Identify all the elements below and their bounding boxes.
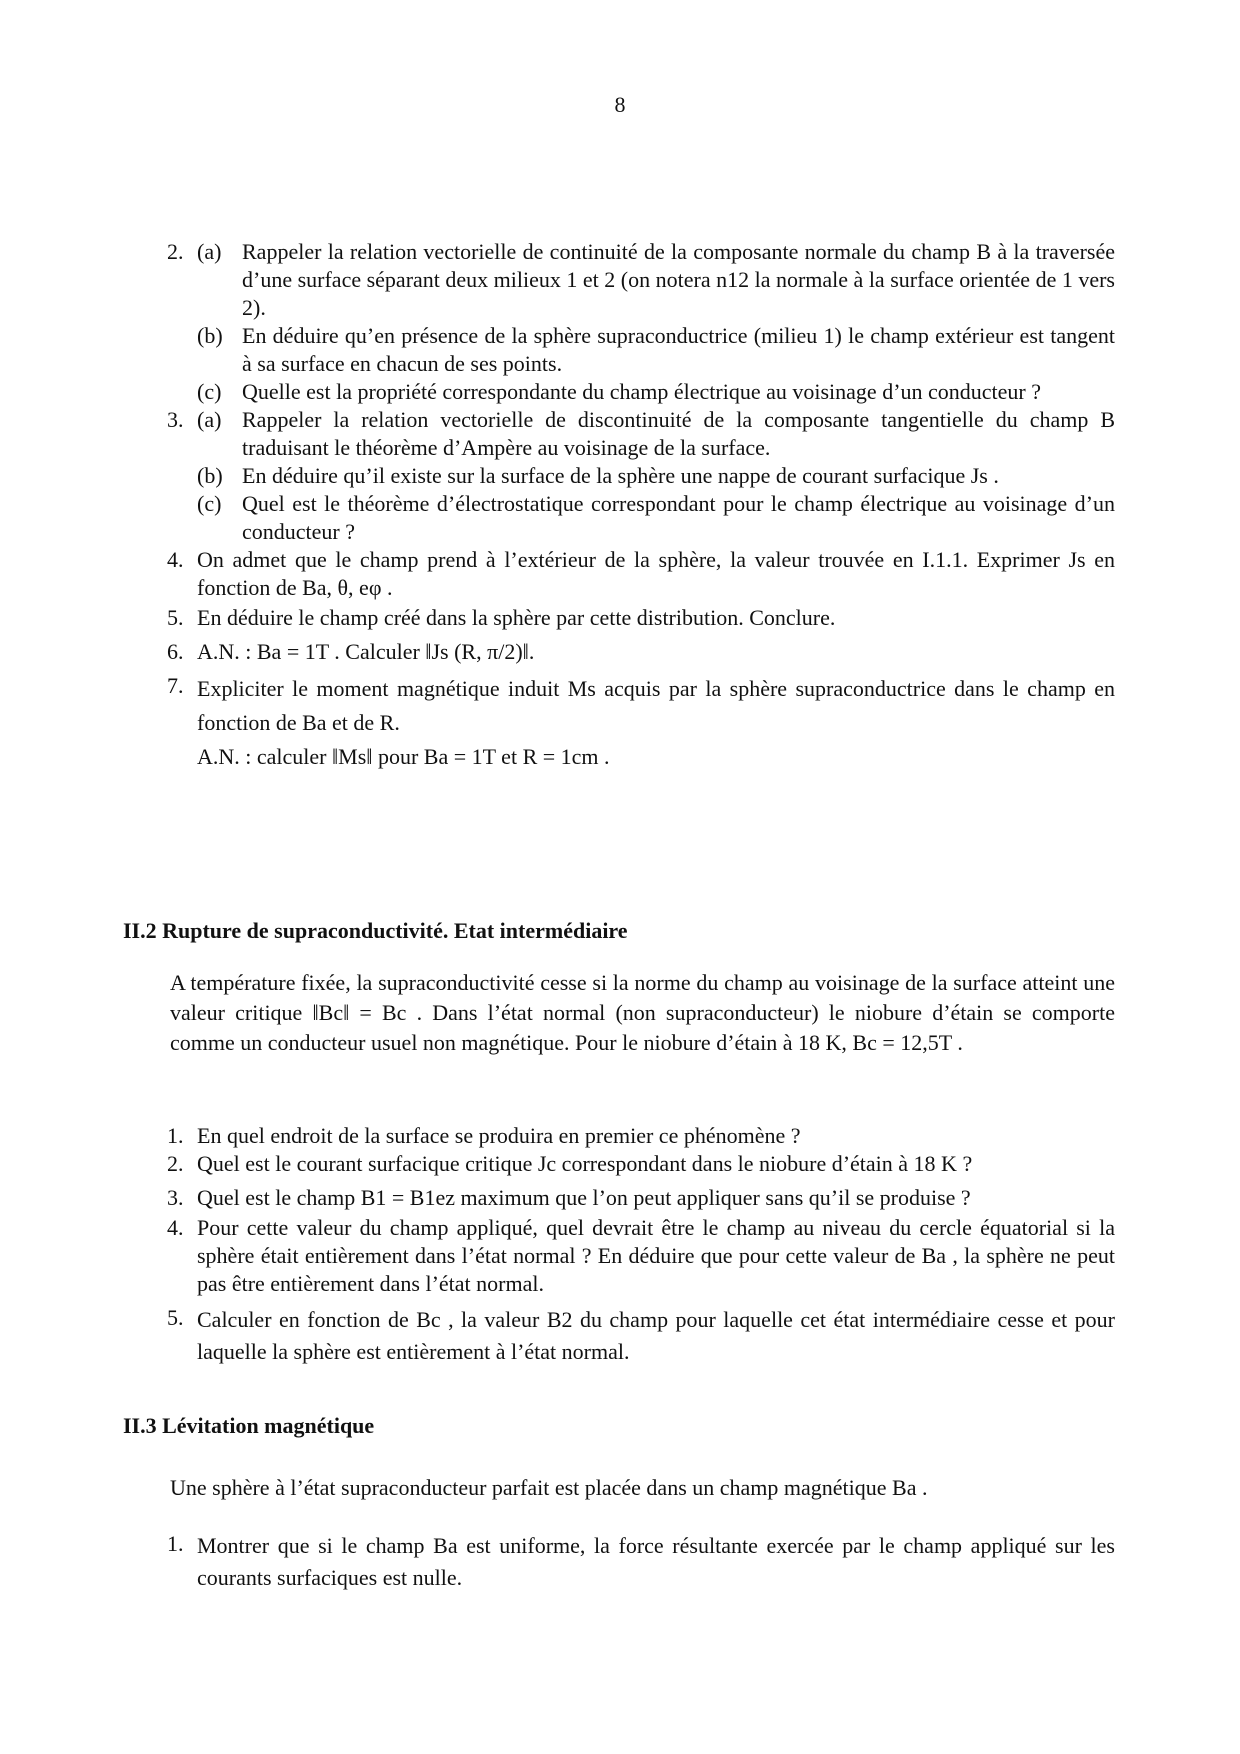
question-number: 2.	[167, 239, 184, 264]
section-heading: II.2 Rupture de supraconductivité. Etat intermédiaire	[123, 918, 628, 943]
item-number: 4.	[167, 1215, 184, 1240]
question-number: 5.	[167, 605, 184, 630]
question-text: On admet que le champ prend à l’extérieur de la sphère, la valeur trouvée en I.1.1. Exprimer Js en fonction de Ba, θ, eφ .	[197, 547, 1115, 600]
sub-label: (c)	[197, 379, 222, 404]
item-number: 5.	[167, 1305, 184, 1330]
item-number: 1.	[167, 1123, 184, 1148]
numerical-application: A.N. : calculer ‖Ms‖ pour Ba = 1T et R = 1cm .	[197, 744, 610, 769]
question-text: Rappeler la relation vectorielle de continuité de la composante normale du champ B à la traversée d’une surface séparant deux milieux 1 et 2 (on notera n12 la normale à la surface orientée de 1 vers 2).	[242, 239, 1115, 320]
section-heading: II.3 Lévitation magnétique	[123, 1413, 375, 1438]
item-text: En quel endroit de la surface se produira en premier ce phénomène ?	[197, 1123, 801, 1148]
list-item	[0, 1150, 1240, 1178]
item-number: 1.	[167, 1531, 184, 1556]
question-2c	[0, 378, 1240, 406]
question-number: 3.	[167, 407, 184, 432]
question-5	[0, 604, 1240, 632]
question-text: Quelle est la propriété correspondante du champ électrique au voisinage d’un conducteur ?	[242, 379, 1042, 404]
list-item	[0, 1122, 1240, 1150]
item-number: 3.	[167, 1185, 184, 1210]
question-text: En déduire le champ créé dans la sphère par cette distribution. Conclure.	[197, 605, 836, 630]
questions-block	[0, 238, 1240, 774]
item-text: Pour cette valeur du champ appliqué, quel devrait être le champ au niveau du cercle équatorial si la sphère était entièrement dans l’état normal ? En déduire que pour cette valeur de Ba , la sphère ne peut pas être entièrement dans l’état normal.	[197, 1215, 1115, 1296]
sub-label: (b)	[197, 463, 223, 488]
section-3-body	[0, 1474, 1240, 1502]
question-number: 7.	[167, 673, 184, 698]
question-2a	[0, 238, 1240, 322]
page-number: 8	[614, 92, 626, 117]
question-3a	[0, 406, 1240, 462]
question-4	[0, 546, 1240, 602]
item-text: Quel est le courant surfacique critique Jc correspondant dans le niobure d’étain à 18 K ?	[197, 1151, 973, 1176]
list-item	[0, 1184, 1240, 1212]
question-7	[0, 672, 1240, 774]
section-intro: A température fixée, la supraconductivité cesse si la norme du champ au voisinage de la surface atteint une valeur critique ‖Bc‖ = Bc . Dans l’état normal (non supraconducteur) le niobure d’étain se comporte comme un conducteur usuel non magnétique. Pour le niobure d’étain à 18 K, Bc = 12,5T .	[170, 970, 1115, 1055]
sub-label: (a)	[197, 407, 222, 432]
question-number: 6.	[167, 639, 184, 664]
question-3b	[0, 462, 1240, 490]
sub-label: (c)	[197, 491, 222, 516]
question-text: En déduire qu’en présence de la sphère supraconductrice (milieu 1) le champ extérieur est tangent à sa surface en chacun de ses points.	[242, 323, 1115, 376]
item-text: Quel est le champ B1 = B1ez maximum que l’on peut appliquer sans qu’il se produise ?	[197, 1185, 971, 1210]
question-text: En déduire qu’il existe sur la surface de la sphère une nappe de courant surfacique Js .	[242, 463, 999, 488]
list-item	[0, 1530, 1240, 1594]
question-number: 4.	[167, 547, 184, 572]
list-item	[0, 1304, 1240, 1368]
item-text: Calculer en fonction de Bc , la valeur B2 du champ pour laquelle cet état intermédiaire cesse et pour laquelle la sphère est entièrement à l’état normal.	[197, 1307, 1115, 1364]
sub-label: (a)	[197, 239, 222, 264]
item-number: 2.	[167, 1151, 184, 1176]
question-3c	[0, 490, 1240, 546]
question-6	[0, 638, 1240, 666]
question-text: Expliciter le moment magnétique induit Ms acquis par la sphère supraconductrice dans le champ en fonction de Ba et de R.	[197, 676, 1115, 735]
sub-label: (b)	[197, 323, 223, 348]
item-text: Montrer que si le champ Ba est uniforme, la force résultante exercée par le champ appliqué sur les courants surfaciques est nulle.	[197, 1533, 1115, 1590]
list-item	[0, 1214, 1240, 1298]
question-text: A.N. : Ba = 1T . Calculer ‖Js (R, π/2)‖.	[197, 639, 535, 664]
section-intro: Une sphère à l’état supraconducteur parfait est placée dans un champ magnétique Ba .	[170, 1475, 928, 1500]
question-text: Quel est le théorème d’électrostatique correspondant pour le champ électrique au voisinage d’un conducteur ?	[242, 491, 1115, 544]
section-2-list	[0, 1122, 1240, 1368]
section-2-body	[0, 968, 1240, 1058]
question-2b	[0, 322, 1240, 378]
section-3-list	[0, 1530, 1240, 1594]
question-text: Rappeler la relation vectorielle de discontinuité de la composante tangentielle du champ B traduisant le théorème d’Ampère au voisinage de la surface.	[242, 407, 1115, 460]
